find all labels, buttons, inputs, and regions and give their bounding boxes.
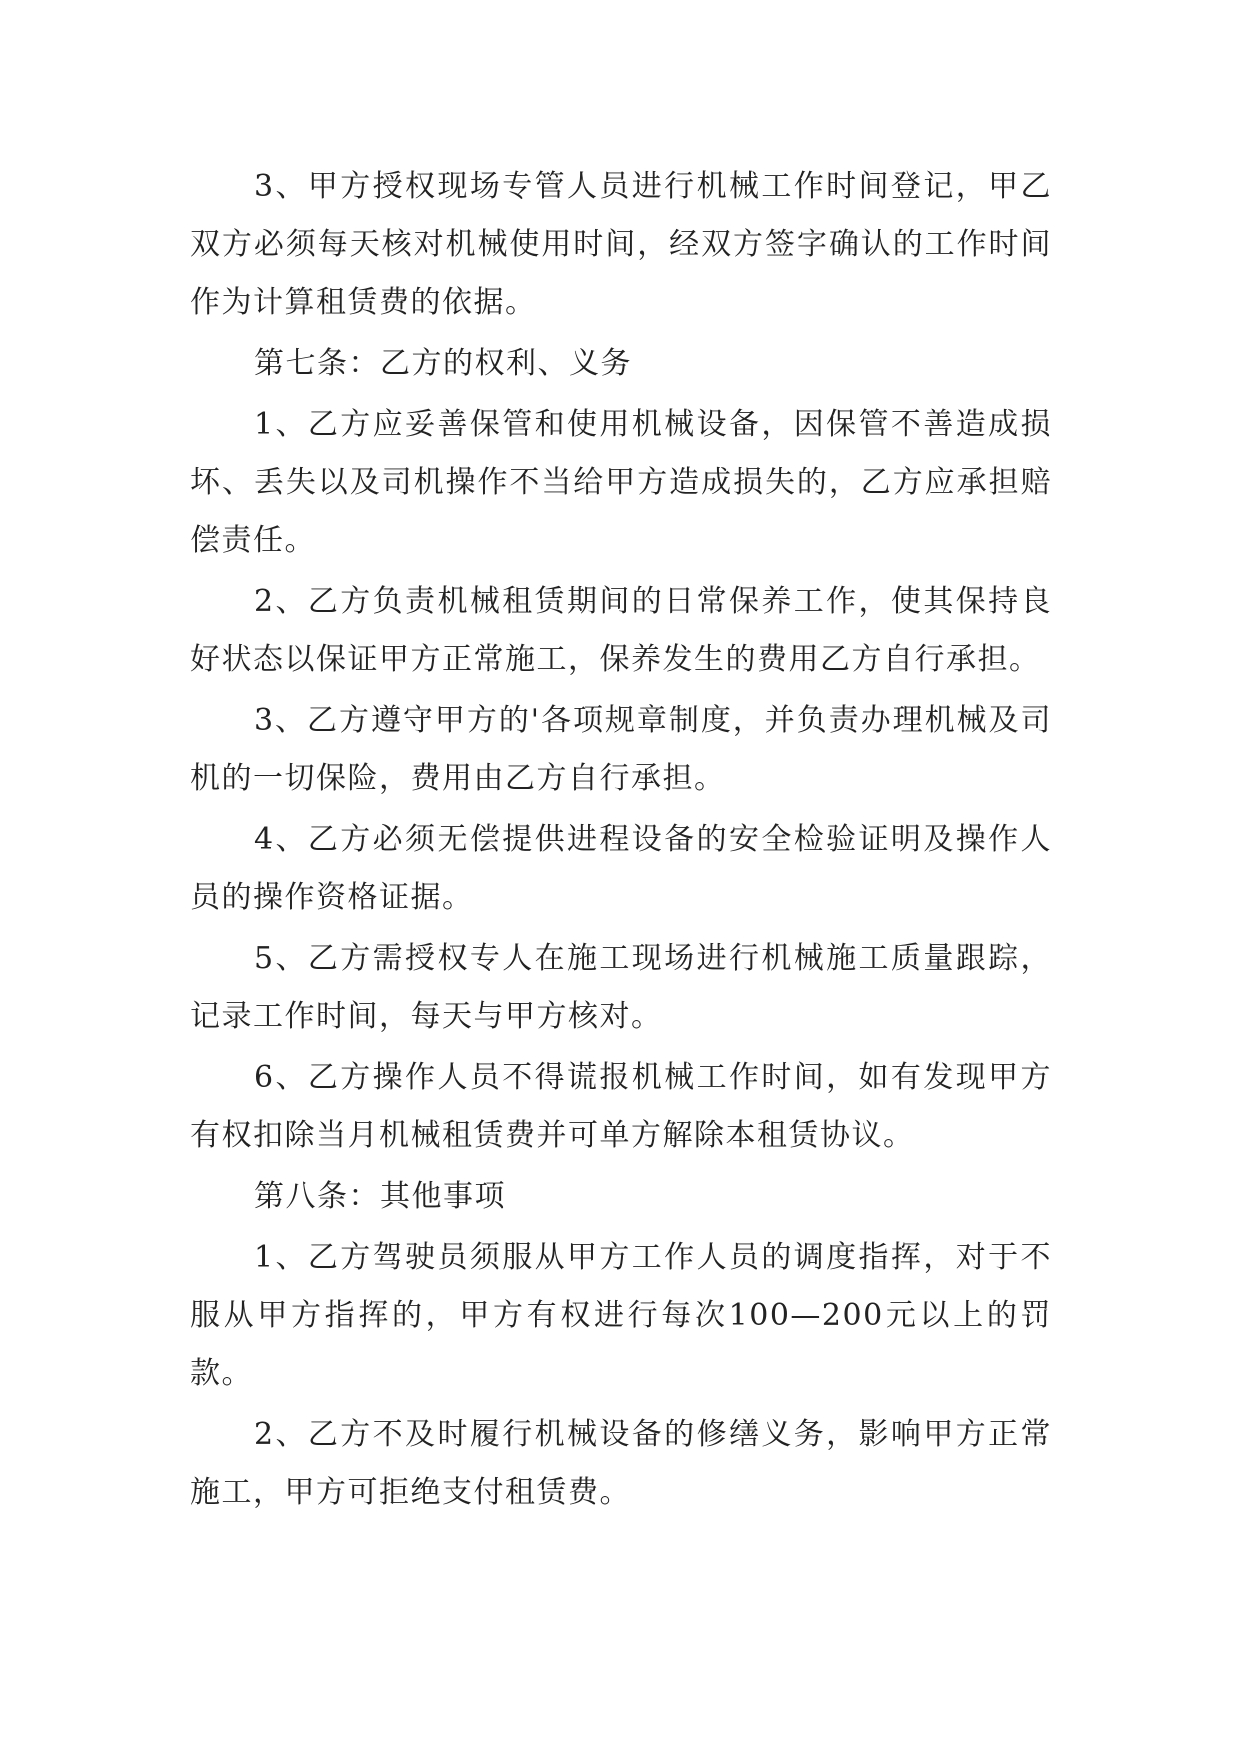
article-8-heading: 第八条：其他事项: [254, 1179, 506, 1214]
clause-7-item-6: 6、乙方操作人员不得谎报机械工作时间，如有发现甲方有权扣除当月机械租赁费并可单方解除本租赁协议。: [190, 1060, 1052, 1153]
clause-7-item-1: 1、乙方应妥善保管和使用机械设备，因保管不善造成损坏、丢失以及司机操作不当给甲方造成损失的，乙方应承担赔偿责任。: [190, 407, 1052, 558]
article-7-heading: 第七条：乙方的权利、义务: [254, 346, 632, 381]
clause-8-item-2: 2、乙方不及时履行机械设备的修缮义务，影响甲方正常施工，甲方可拒绝支付租赁费。: [190, 1417, 1052, 1510]
clause-8-item-1: 1、乙方驾驶员须服从甲方工作人员的调度指挥，对于不服从甲方指挥的，甲方有权进行每次100—200元以上的罚款。: [190, 1240, 1052, 1391]
clause-7-item-2: 2、乙方负责机械租赁期间的日常保养工作，使其保持良好状态以保证甲方正常施工，保养发生的费用乙方自行承担。: [190, 584, 1052, 677]
document-body: [190, 158, 1052, 1525]
clause-7-item-3: 3、乙方遵守甲方的'各项规章制度，并负责办理机械及司机的一切保险，费用由乙方自行承担。: [190, 703, 1052, 796]
clause-6-item-3: 3、甲方授权现场专管人员进行机械工作时间登记，甲乙双方必须每天核对机械使用时间，经双方签字确认的工作时间作为计算租赁费的依据。: [190, 169, 1052, 320]
clause-7-item-4: 4、乙方必须无偿提供进程设备的安全检验证明及操作人员的操作资格证据。: [190, 822, 1052, 915]
clause-7-item-5: 5、乙方需授权专人在施工现场进行机械施工质量跟踪，记录工作时间，每天与甲方核对。: [190, 941, 1052, 1034]
